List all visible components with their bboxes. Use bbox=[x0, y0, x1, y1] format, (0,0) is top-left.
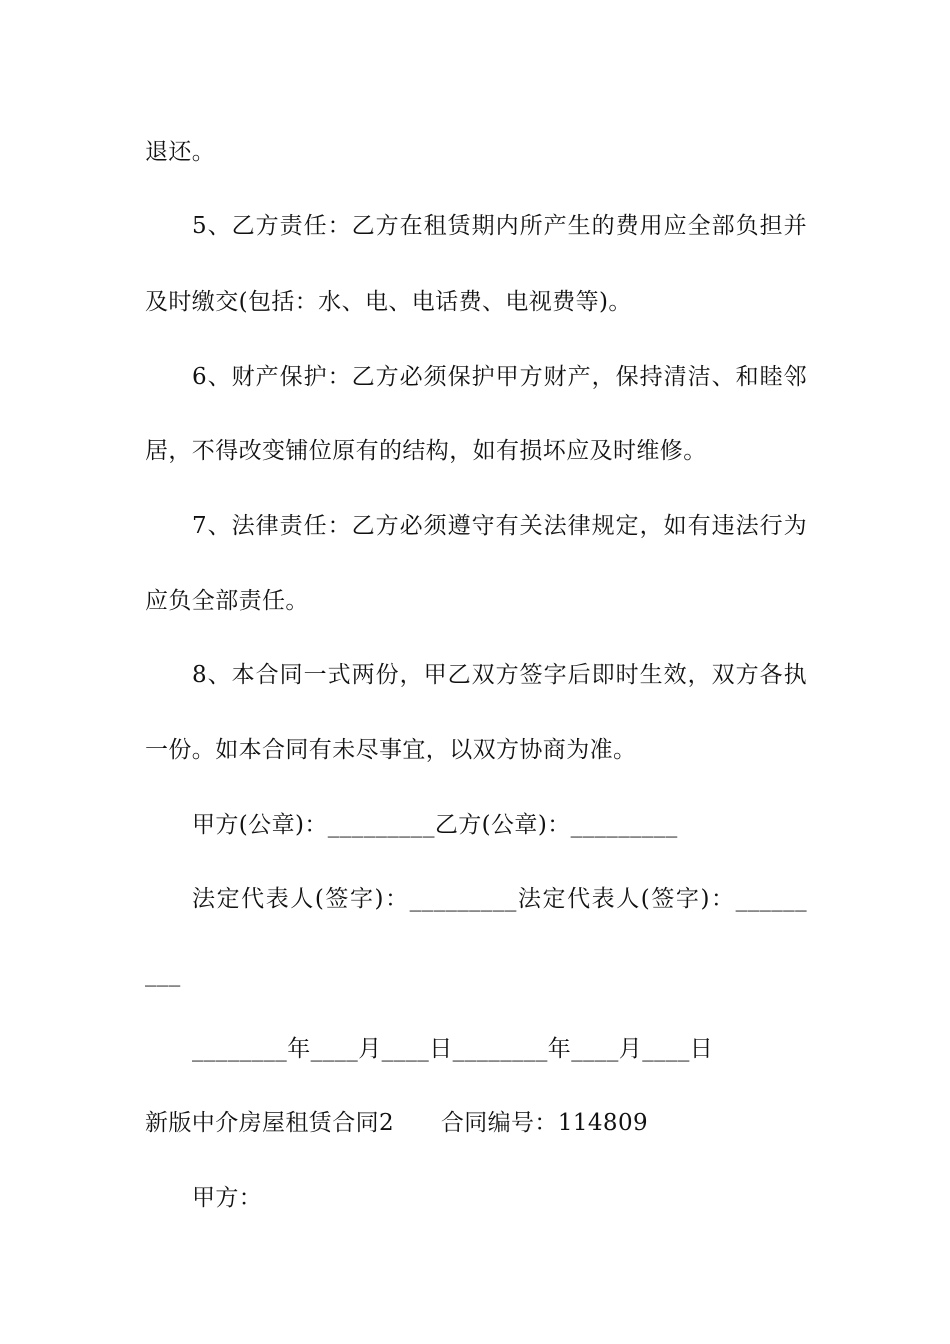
text-line: 退还。 bbox=[145, 139, 216, 165]
signature-line-continuation: ___ bbox=[145, 961, 181, 987]
clause-5-line-1: 5、乙方责任：乙方在租赁期内所产生的费用应全部负担并 bbox=[192, 213, 807, 239]
clause-8-line-2: 一份。如本合同有未尽事宜，以双方协商为准。 bbox=[145, 737, 637, 763]
party-a-label: 甲方： bbox=[192, 1185, 263, 1211]
contract-title-line: 新版中介房屋租赁合同2 合同编号：114809 bbox=[145, 1110, 649, 1136]
date-line: ________年____月____日________年____月____日 bbox=[192, 1036, 714, 1062]
representative-signature-line: 法定代表人(签字)：_________法定代表人(签字)：______ bbox=[192, 886, 807, 912]
clause-8-line-1: 8、本合同一式两份，甲乙双方签字后即时生效，双方各执 bbox=[192, 662, 807, 688]
clause-5-line-2: 及时缴交(包括：水、电、电话费、电视费等)。 bbox=[145, 289, 632, 315]
clause-6-line-2: 居，不得改变铺位原有的结构，如有损坏应及时维修。 bbox=[145, 438, 707, 464]
clause-7-line-1: 7、法律责任：乙方必须遵守有关法律规定，如有违法行为 bbox=[192, 513, 807, 539]
clause-6-line-1: 6、财产保护：乙方必须保护甲方财产，保持清洁、和睦邻 bbox=[192, 364, 807, 390]
clause-7-line-2: 应负全部责任。 bbox=[145, 588, 309, 614]
seal-line: 甲方(公章)：_________乙方(公章)：_________ bbox=[192, 812, 678, 838]
